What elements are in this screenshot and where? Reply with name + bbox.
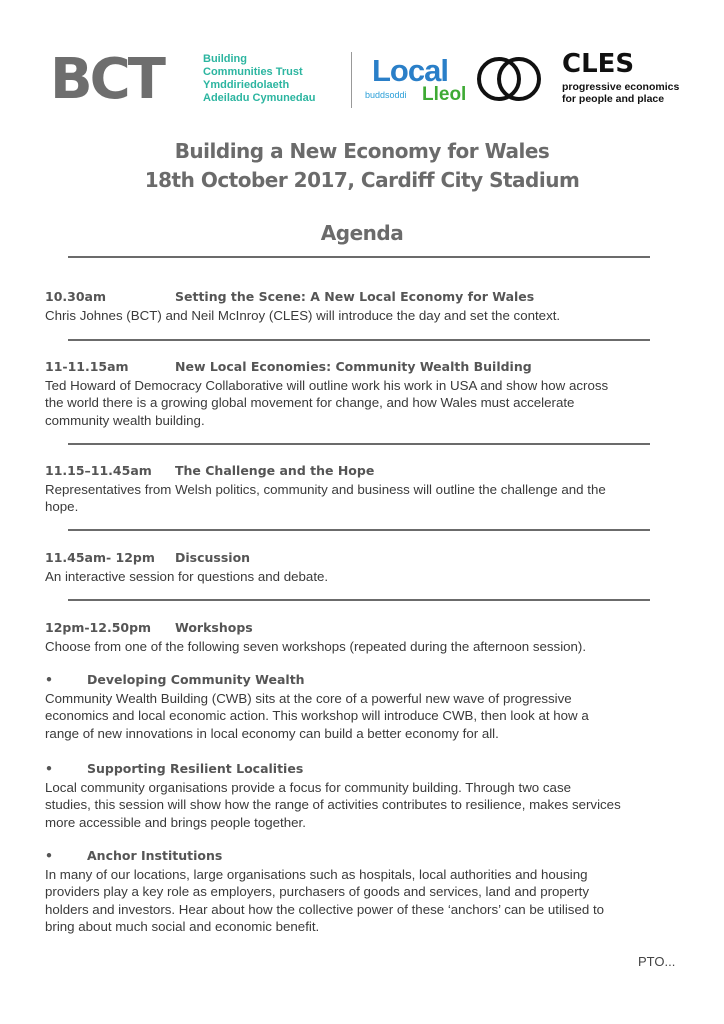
agenda-item: [45, 288, 685, 324]
agenda-heading: Discussion: [175, 550, 251, 565]
workshop-item: [45, 847, 685, 936]
bullet-icon: •: [45, 848, 53, 863]
agenda-heading: New Local Economies: Community Wealth Building: [175, 359, 532, 374]
divider: [68, 256, 650, 258]
bullet-icon: •: [45, 761, 53, 776]
workshop-description: Local community organisations provide a focus for community building. Through two case studies, this session will show how the range of activities contributes to resilience, makes services more accessible and brings people together.: [45, 779, 621, 830]
agenda-description: Representatives from Welsh politics, community and business will outline the challenge and the hope.: [45, 481, 606, 514]
agenda-time: 10.30am: [45, 289, 106, 304]
agenda-time: 11.15–11.45am: [45, 463, 152, 478]
agenda-heading: Workshops: [175, 620, 253, 635]
agenda-item: [45, 549, 685, 585]
cles-tagline: progressive economics for people and place: [562, 81, 680, 105]
workshop-item: [45, 671, 685, 742]
cles-name: CLES: [562, 49, 635, 79]
divider: [68, 443, 650, 445]
bct-logo: BCT: [50, 47, 163, 112]
agenda-description: Chris Johnes (BCT) and Neil McInroy (CLES) will introduce the day and set the context.: [45, 307, 561, 323]
event-date-venue: 18th October 2017, Cardiff City Stadium: [144, 168, 580, 192]
agenda-description: Choose from one of the following seven workshops (repeated during the afternoon session).: [45, 638, 587, 654]
divider: [68, 599, 650, 601]
cles-rings-icon: [475, 53, 555, 105]
event-title: Building a New Economy for Wales: [174, 139, 550, 163]
workshop-description: Community Wealth Building (CWB) sits at the core of a powerful new wave of progressive economics and local economic action. This workshop will introduce CWB, then look at how a range of new innovations in local economy can build a better economy for all.: [45, 690, 589, 741]
agenda-item: [45, 462, 685, 516]
invest-local-logo: Local: [372, 53, 448, 88]
agenda-item: [45, 358, 685, 429]
agenda-heading: The Challenge and the Hope: [175, 463, 375, 478]
agenda-description: Ted Howard of Democracy Collaborative will outline work his work in USA and show how across the world there is a growing global movement for change, and how Wales must accelerate community wealth building.: [45, 377, 609, 428]
agenda-time: 11.45am- 12pm: [45, 550, 155, 565]
workshop-description: In many of our locations, large organisations such as hospitals, local authorities and housing providers play a key role as employers, purchasers of goods and services, land and property holders and investors. Hear about how the collective power of these ‘anchors’ can be utilised to bring about much social and economic benefit.: [45, 866, 605, 934]
workshop-heading: Anchor Institutions: [87, 848, 223, 863]
agenda-time: 11-11.15am: [45, 359, 129, 374]
workshop-heading: Supporting Resilient Localities: [87, 761, 304, 776]
agenda-heading: Agenda: [320, 221, 404, 245]
bullet-icon: •: [45, 672, 53, 687]
divider: [68, 529, 650, 531]
agenda-time: 12pm-12.50pm: [45, 620, 152, 635]
pto-label: PTO...: [638, 954, 676, 969]
agenda-heading: Setting the Scene: A New Local Economy for Wales: [175, 289, 535, 304]
workshop-item: [45, 760, 685, 831]
bct-name: Building Communities Trust Ymddiriedolaeth Adeiladu Cymunedau: [203, 53, 316, 104]
buddsoddi-label: buddsoddi: [365, 90, 407, 100]
agenda-item: [45, 619, 685, 655]
header-logos: [0, 0, 724, 120]
divider: [68, 339, 650, 341]
lleol-label: Lleol: [422, 84, 467, 105]
header-divider: [351, 52, 352, 108]
workshop-heading: Developing Community Wealth: [87, 672, 305, 687]
agenda-description: An interactive session for questions and debate.: [45, 568, 329, 584]
